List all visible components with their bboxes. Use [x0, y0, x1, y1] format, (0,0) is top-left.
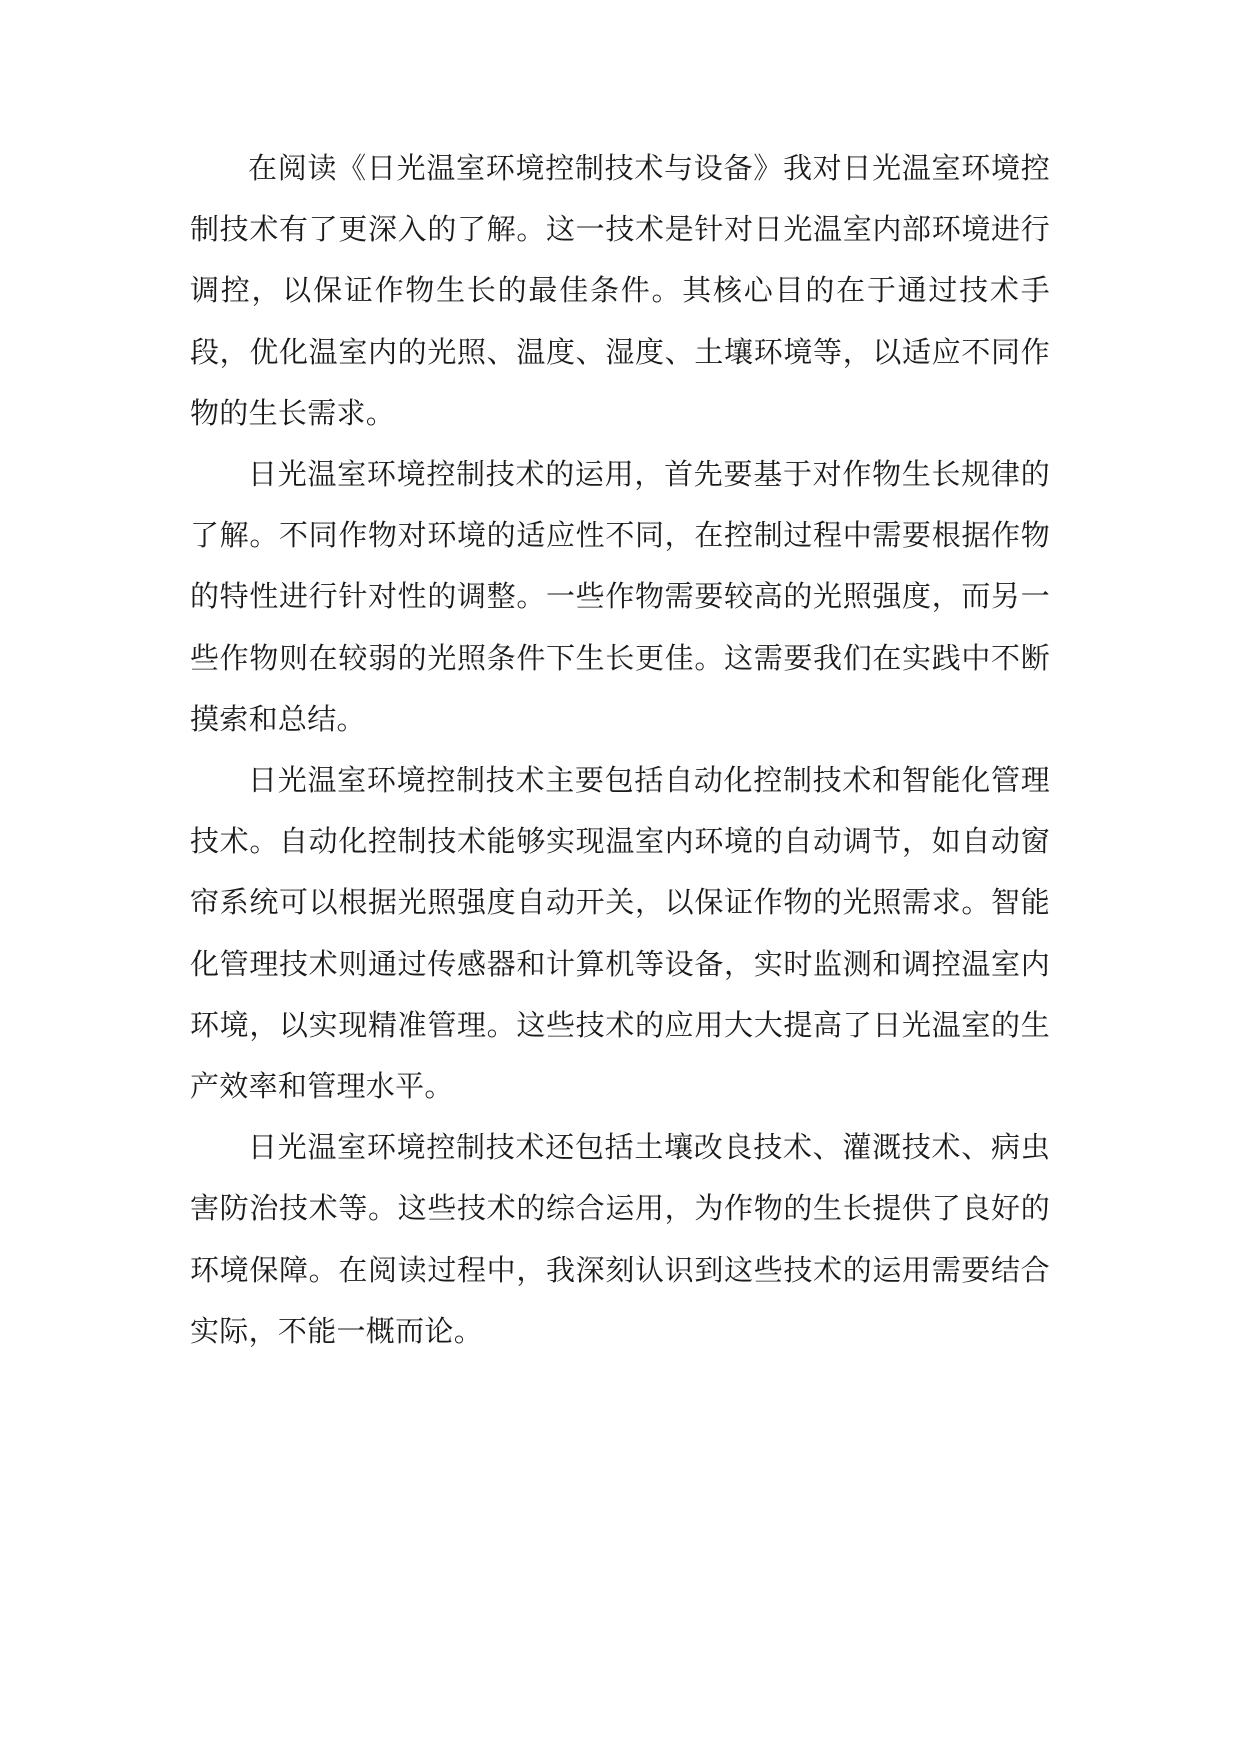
document-body: [190, 138, 1050, 1362]
paragraph-2: 日光温室环境控制技术的运用，首先要基于对作物生长规律的了解。不同作物对环境的适应性不同，在控制过程中需要根据作物的特性进行针对性的调整。一些作物需要较高的光照强度，而另一些作物则在较弱的光照条件下生长更佳。这需要我们在实践中不断摸索和总结。: [190, 457, 1050, 736]
paragraph-4: 日光温室环境控制技术还包括土壤改良技术、灌溉技术、病虫害防治技术等。这些技术的综合运用，为作物的生长提供了良好的环境保障。在阅读过程中，我深刻认识到这些技术的运用需要结合实际，不能一概而论。: [190, 1130, 1050, 1348]
paragraph-1: 在阅读《日光温室环境控制技术与设备》我对日光温室环境控制技术有了更深入的了解。这一技术是针对日光温室内部环境进行调控，以保证作物生长的最佳条件。其核心目的在于通过技术手段，优化温室内的光照、温度、湿度、土壤环境等，以适应不同作物的生长需求。: [190, 151, 1050, 430]
paragraph-3: 日光温室环境控制技术主要包括自动化控制技术和智能化管理技术。自动化控制技术能够实现温室内环境的自动调节，如自动窗帘系统可以根据光照强度自动开关，以保证作物的光照需求。智能化管理技术则通过传感器和计算机等设备，实时监测和调控温室内环境，以实现精准管理。这些技术的应用大大提高了日光温室的生产效率和管理水平。: [190, 763, 1050, 1104]
